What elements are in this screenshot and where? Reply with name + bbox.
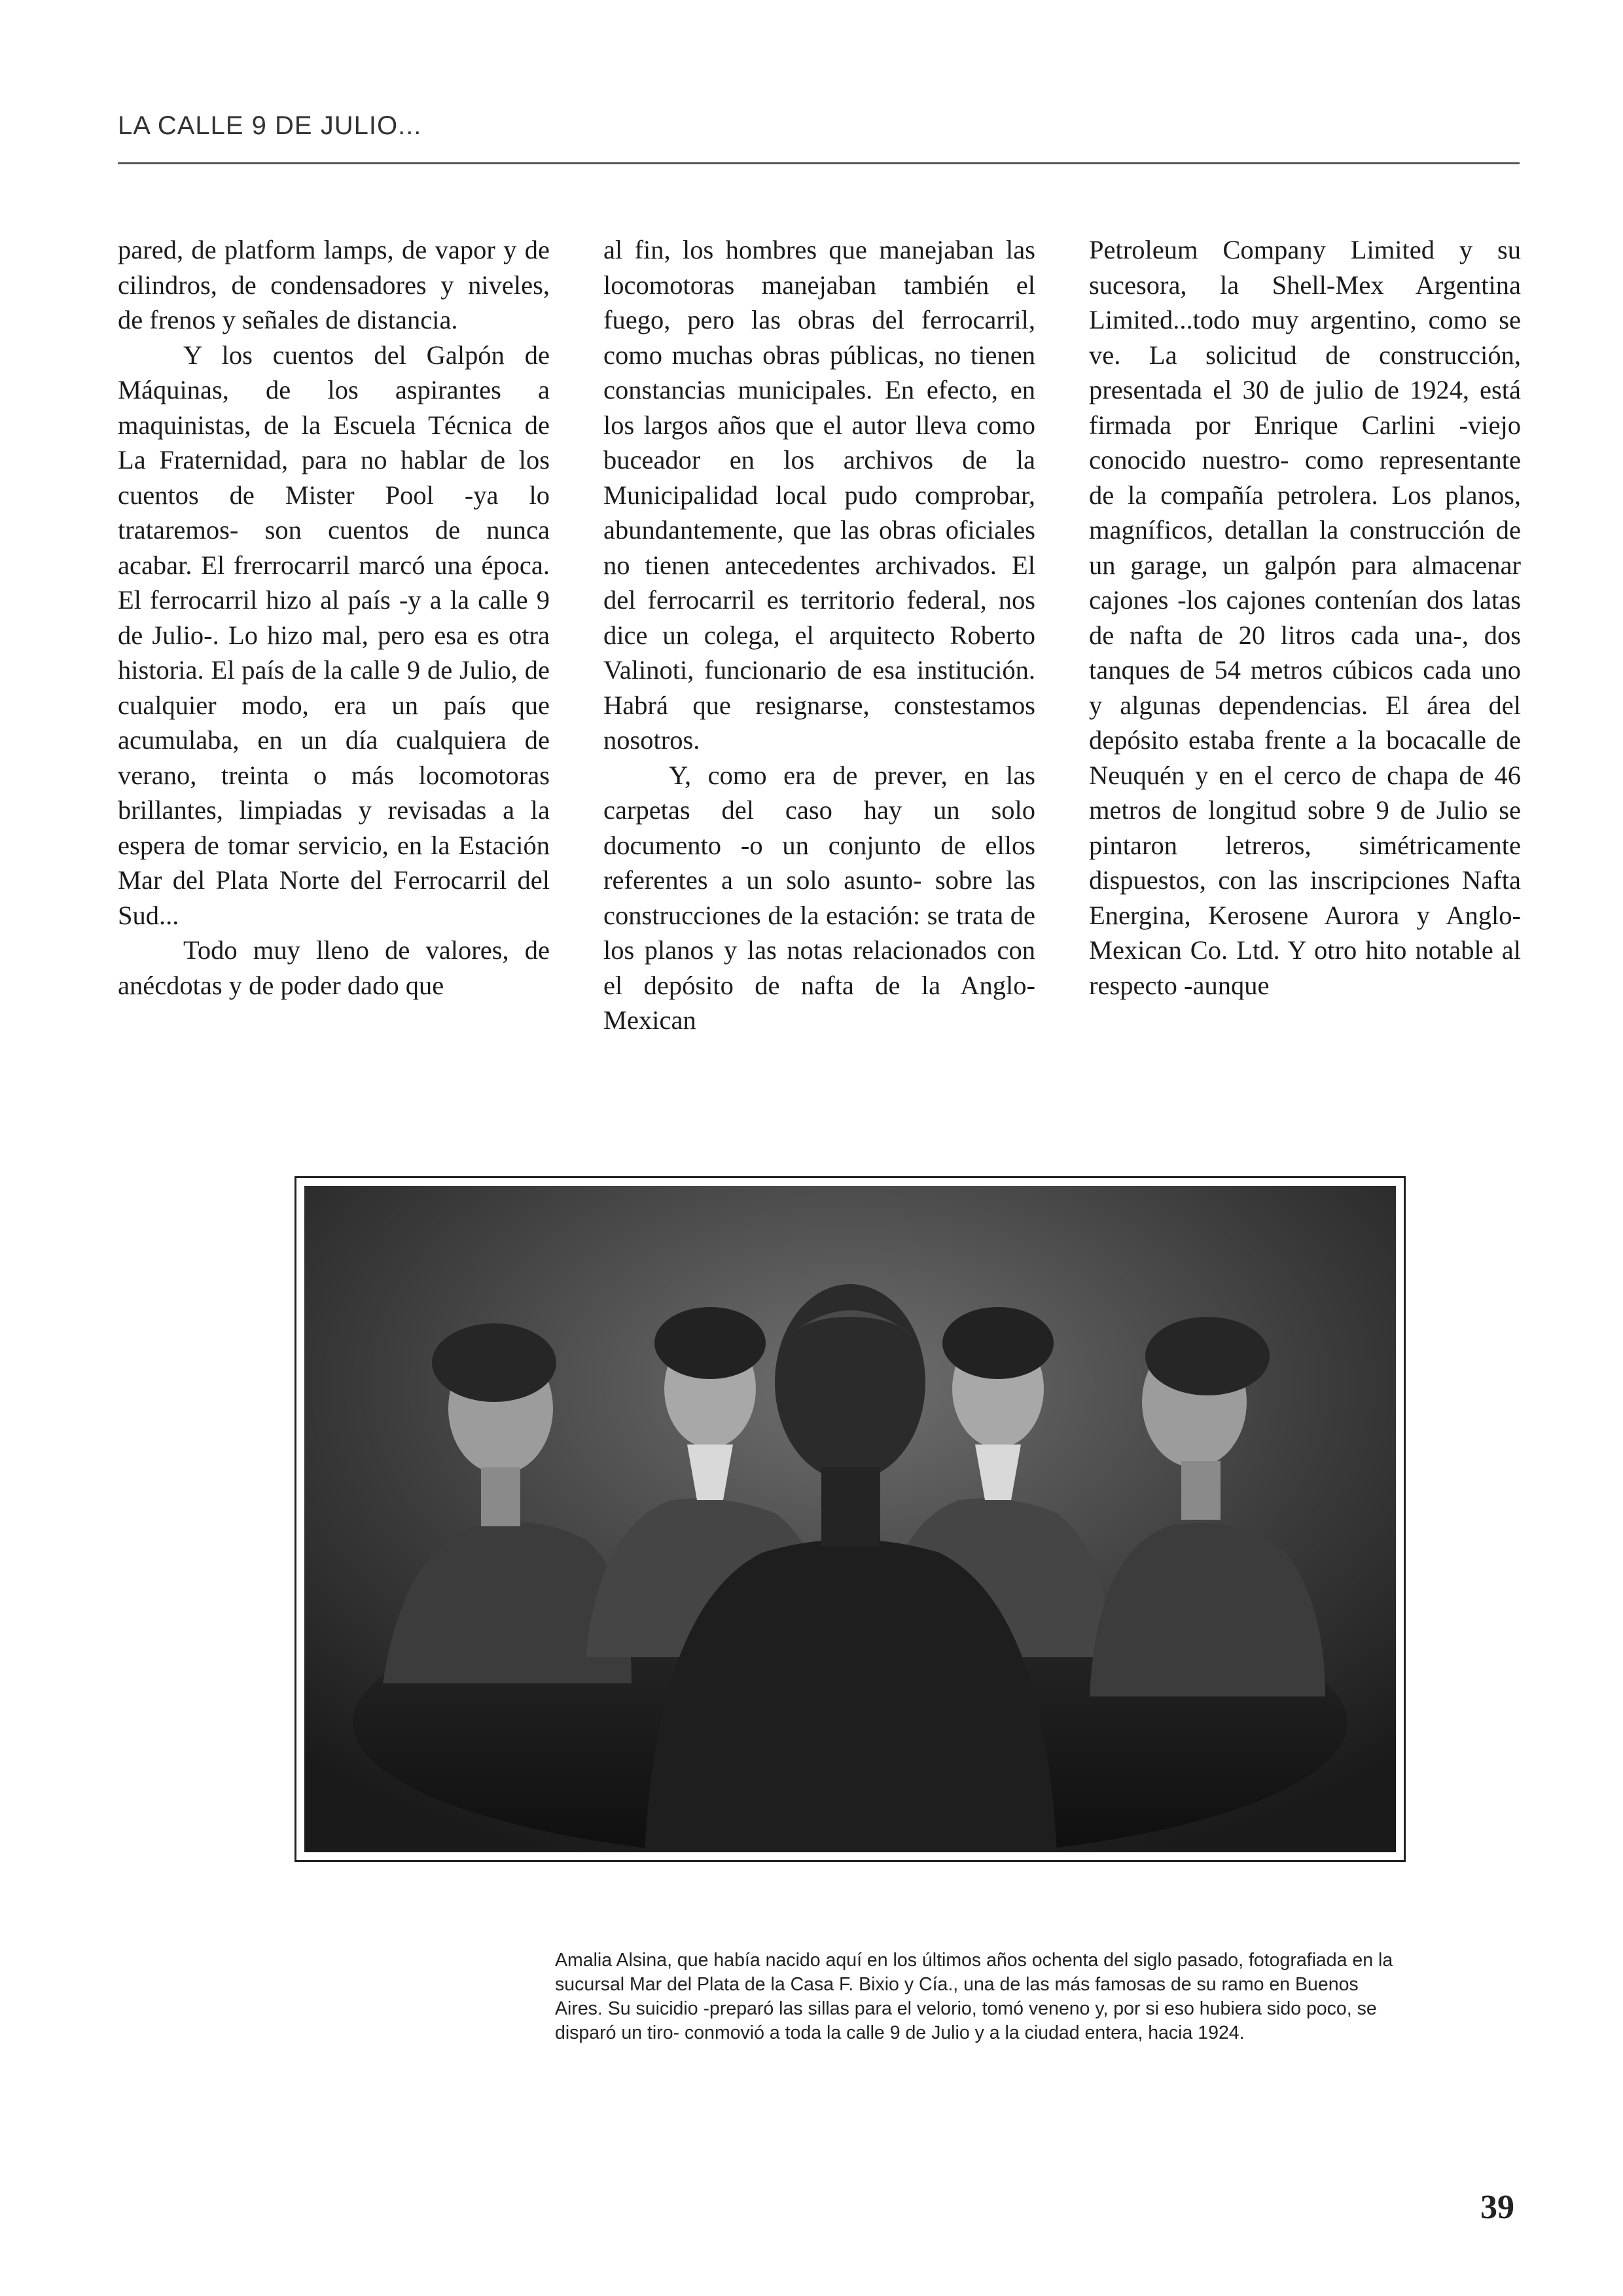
paragraph: Y, como era de prever, en las carpetas del caso hay un solo documento -o un conjunto de ellos referentes a un solo asunto- sobre las construcciones de la estación: se trata de los planos y las notas relacionados con el depósito de nafta de la Anglo-Mexican xyxy=(603,760,1035,1035)
header-rule xyxy=(118,162,1520,164)
paragraph: pared, de platform lamps, de vapor y de cilindros, de condensadores y niveles, de frenos y señales de distancia. xyxy=(118,235,550,334)
running-header: LA CALLE 9 DE JULIO... xyxy=(118,111,422,140)
text-column-2 xyxy=(603,232,1035,1038)
caption-text: Amalia Alsina, que había nacido aquí en los últimos años ochenta del siglo pasado, fotografiada en la sucursal Mar del Plata de la Casa F. Bixio y Cía., una de las más famosas de su ramo en Buenos Aires. Su suicidio -preparó las sillas para el velorio, tomó veneno y, por si eso hubiera sido poco, se disparó un tiro- conmovió a toda la calle 9 de Julio y a la ciudad entera, hacia 1924. xyxy=(555,1950,1393,2043)
paragraph: Petroleum Company Limited y su sucesora, la Shell-Mex Argentina Limited...todo muy argentino, como se ve. La solicitud de construcción, presentada el 30 de julio de 1924, está firmada por Enrique Carlini -viejo conocido nuestro- como representante de la compañía petrolera. Los planos, magníficos, detallan la construcción de un garage, un galpón para almacenar cajones -los cajones contenían dos latas de nafta de 20 litros cada una-, dos tanques de 54 metros cúbicos cada uno y algunas dependencias. El área del depósito estaba frente a la bocacalle de Neuquén y en el cerco de chapa de 46 metros de longitud sobre 9 de Julio se pintaron letreros, simétricamente dispuestos, con las inscripciones Nafta Energina, Kerosene Aurora y Anglo-Mexican Co. Ltd. Y otro hito notable al respecto -aunque xyxy=(1089,235,1521,1000)
paragraph: al fin, los hombres que manejaban las locomotoras manejaban también el fuego, pero las obras del ferrocarril, como muchas obras públicas, no tienen constancias municipales. En efecto, en los largos años que el autor lleva como buceador en los archivos de la Municipalidad local pudo comprobar, abundantemente, que las obras oficiales no tienen antecedentes archivados. El del ferrocarril es territorio federal, nos dice un colega, el arquitecto Roberto Valinoti, funcionario de esa institución. Habrá que resignarse, constestamos nosotros. xyxy=(603,235,1035,755)
page-number: 39 xyxy=(1480,2189,1514,2226)
multiple-portrait-photo xyxy=(304,1186,1396,1852)
photo-caption xyxy=(555,1948,1399,2045)
photograph xyxy=(294,1176,1406,1862)
paragraph: Todo muy lleno de valores, de anécdotas y de poder dado que xyxy=(118,935,550,1000)
paragraph: Y los cuentos del Galpón de Máquinas, de los aspirantes a maquinistas, de la Escuela Técnica de La Fraternidad, para no hablar de los cuentos de Mister Pool -ya lo trataremos- son cuentos de nunca acabar. El frerrocarril marcó una época. El ferrocarril hizo al país -y a la calle 9 de Julio-. Lo hizo mal, pero esa es otra historia. El país de la calle 9 de Julio, de cualquier modo, era un país que acumulaba, en un día cualquiera de verano, treinta o más locomotoras brillantes, limpiadas y revisadas a la espera de tomar servicio, en la Estación Mar del Plata Norte del Ferrocarril del Sud... xyxy=(118,340,550,930)
text-column-3 xyxy=(1089,232,1521,1003)
text-column-1 xyxy=(118,232,550,1003)
